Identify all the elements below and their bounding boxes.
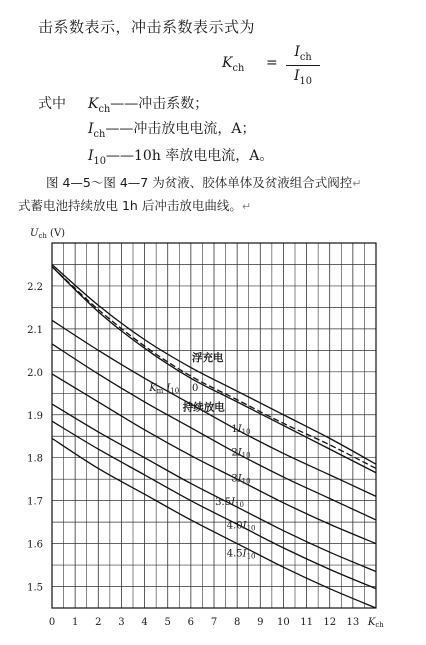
x-tick-label: 2 bbox=[95, 617, 102, 628]
formula-denominator: $I_{10}$ bbox=[294, 67, 312, 87]
y-tick-label: 2.1 bbox=[27, 324, 43, 336]
def-kch: $K_{ch}——$冲击系数； bbox=[88, 96, 209, 115]
chart-ticks bbox=[27, 228, 384, 629]
label-curve-3: $3.5I_{10}$ bbox=[215, 496, 244, 509]
label-continuous-discharge: 持续放电 bbox=[182, 401, 225, 414]
x-tick-label: 3 bbox=[118, 617, 125, 628]
y-tick-label: 1.8 bbox=[27, 453, 43, 465]
x-tick-label: 13 bbox=[346, 617, 360, 628]
x-tick-label: 6 bbox=[187, 617, 195, 628]
formula-numerator: $I_{ch}$ bbox=[294, 44, 312, 63]
y-axis-label: $U_{ch}$ (V) bbox=[30, 228, 66, 240]
y-tick-label: 1.9 bbox=[27, 410, 43, 422]
y-tick-label: 1.7 bbox=[27, 496, 43, 508]
formula-lhs: $K_{ch}$ bbox=[222, 55, 245, 74]
x-tick-label: 11 bbox=[300, 617, 313, 628]
label-km: $K_m$ $I_{10}$ bbox=[149, 383, 180, 396]
label-float-charge: 浮充电 bbox=[192, 352, 224, 365]
x-tick-label: 12 bbox=[323, 617, 337, 628]
formula-equals: = bbox=[266, 55, 278, 71]
label-zero: 0 bbox=[192, 383, 199, 395]
y-tick-label: 2.2 bbox=[27, 281, 43, 293]
label-curve-1: $2I_{10}$ bbox=[231, 447, 251, 460]
x-tick-label: 8 bbox=[233, 617, 241, 628]
caption-line-1: 图 4—5～图 4—7 为贫液、胶体单体及贫液组合式阀控↵ bbox=[46, 175, 362, 190]
x-tick-label: 4 bbox=[141, 617, 148, 628]
label-curve-5: $4.5I_{10}$ bbox=[226, 548, 256, 561]
label-curve-2: $3I_{10}$ bbox=[231, 473, 251, 486]
label-curve-0: $1I_{10}$ bbox=[231, 423, 251, 436]
intro-line: 击系数表示，冲击系数表示式为 bbox=[38, 18, 256, 36]
x-tick-label: 7 bbox=[210, 617, 218, 628]
y-tick-label: 1.6 bbox=[27, 539, 43, 551]
chart-grid bbox=[52, 243, 376, 608]
def-i10: $I_{10}——10h$ 率放电电流，A。 bbox=[88, 148, 274, 167]
caption-line-2: 式蓄电池持续放电 1h 后冲击放电曲线。↵ bbox=[18, 198, 252, 213]
label-curve-4: $4.0I_{10}$ bbox=[226, 520, 256, 533]
x-tick-label: 10 bbox=[277, 617, 290, 628]
x-tick-label: 5 bbox=[164, 617, 171, 628]
y-tick-label: 1.5 bbox=[27, 582, 43, 594]
x-tick-label: 0 bbox=[48, 617, 56, 628]
def-ich: $I_{ch}——$冲击放电电流，A； bbox=[88, 121, 256, 140]
x-tick-label: 9 bbox=[257, 617, 264, 628]
x-axis-label: $K_{ch}$ bbox=[367, 617, 384, 629]
x-tick-label: 1 bbox=[71, 617, 79, 628]
y-tick-label: 2.0 bbox=[27, 367, 43, 379]
defs-lead: 式中 bbox=[38, 96, 66, 112]
